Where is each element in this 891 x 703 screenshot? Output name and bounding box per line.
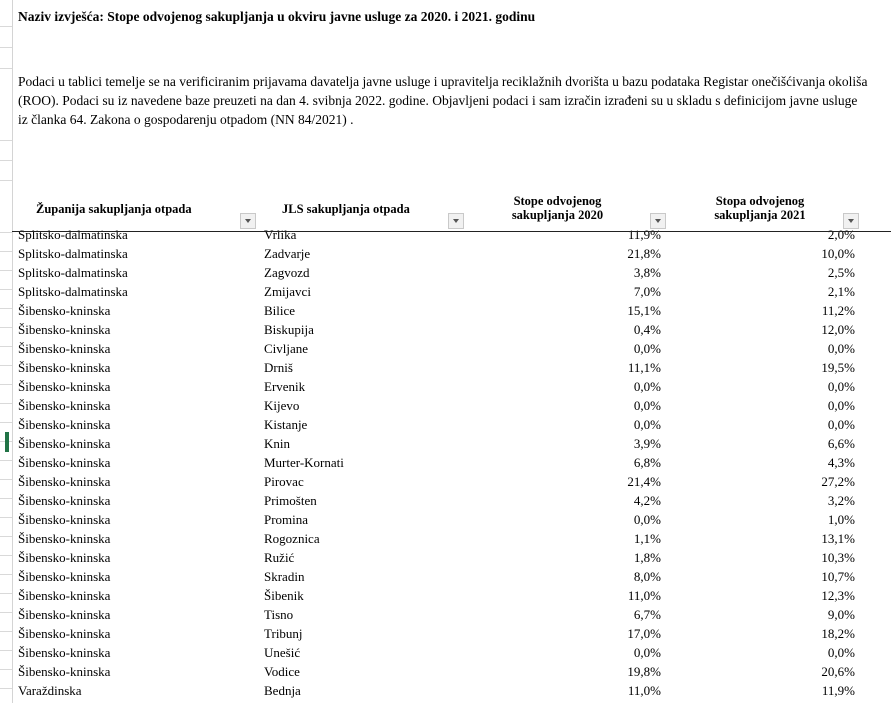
table-row[interactable] [0,377,891,396]
cell-zupanija[interactable]: Šibensko-kninska [18,436,111,451]
cell-zupanija[interactable]: Šibensko-kninska [18,341,111,356]
cell-stopa-2020[interactable]: 4,2% [633,493,661,508]
cell-stopa-2020[interactable]: 21,8% [627,246,661,261]
cell-stopa-2021[interactable]: 1,0% [827,512,855,527]
cell-stopa-2021[interactable]: 0,0% [827,417,855,432]
cell-stopa-2021[interactable]: 6,6% [827,436,855,451]
cell-stopa-2020[interactable]: 0,0% [633,379,661,394]
cell-zupanija[interactable]: Šibensko-kninska [18,645,111,660]
table-row[interactable] [0,434,891,453]
gutter-row-line [0,26,12,27]
table-row[interactable] [0,548,891,567]
cell-stopa-2021[interactable]: 3,2% [827,493,855,508]
cell-stopa-2020[interactable]: 0,0% [633,512,661,527]
cell-stopa-2020[interactable]: 8,0% [633,569,661,584]
table-row[interactable] [0,681,891,700]
table-row[interactable] [0,529,891,548]
table-row[interactable] [0,567,891,586]
cell-zupanija[interactable]: Šibensko-kninska [18,569,111,584]
cell-stopa-2021[interactable]: 10,7% [821,569,855,584]
cell-stopa-2021[interactable]: 10,3% [821,550,855,565]
cell-stopa-2021[interactable]: 2,5% [827,265,855,280]
cell-jls[interactable]: Ružić [264,550,295,565]
cell-stopa-2021[interactable]: 13,1% [821,531,855,546]
cell-zupanija[interactable]: Šibensko-kninska [18,493,111,508]
table-row[interactable] [0,643,891,662]
cell-stopa-2021[interactable]: 10,0% [821,246,855,261]
cell-stopa-2020[interactable]: 17,0% [627,626,661,641]
table-row[interactable] [0,301,891,320]
cell-stopa-2020[interactable]: 11,0% [627,683,661,698]
table-row[interactable] [0,320,891,339]
cell-stopa-2021[interactable]: 27,2% [821,474,855,489]
cell-stopa-2021[interactable]: 0,0% [827,379,855,394]
cell-stopa-2020[interactable]: 11,0% [627,588,661,603]
cell-jls[interactable]: Kijevo [264,398,300,413]
table-row[interactable] [0,358,891,377]
cell-jls[interactable]: Zagvozd [264,265,310,280]
cell-stopa-2021[interactable]: 12,3% [821,588,855,603]
cell-zupanija[interactable]: Šibensko-kninska [18,664,111,679]
cell-stopa-2021[interactable]: 0,0% [827,645,855,660]
table-row[interactable] [0,415,891,434]
cell-zupanija[interactable]: Šibensko-kninska [18,607,111,622]
gutter-row-line [0,160,12,161]
cell-stopa-2020[interactable]: 3,9% [633,436,661,451]
report-title: Naziv izvješća: Stope odvojenog sakupljanja u okviru javne usluge za 2020. i 2021. godinu [18,9,536,24]
cell-zupanija[interactable]: Šibensko-kninska [18,379,111,394]
data-table [0,225,891,703]
cell-zupanija[interactable]: Varaždinska [18,683,82,698]
cell-stopa-2021[interactable]: 20,6% [821,664,855,679]
cell-jls[interactable]: Murter-Kornati [264,455,344,470]
cell-stopa-2020[interactable]: 0,0% [633,645,661,660]
cell-stopa-2020[interactable]: 11,1% [627,360,661,375]
cell-jls[interactable]: Vrlika [264,227,297,242]
cell-zupanija[interactable]: Splitsko-dalmatinska [18,227,128,242]
cell-zupanija[interactable]: Šibensko-kninska [18,417,111,432]
cell-jls[interactable]: Zadvarje [264,246,311,261]
table-row[interactable] [0,586,891,605]
cell-stopa-2021[interactable]: 12,0% [821,322,855,337]
cell-zupanija[interactable]: Šibensko-kninska [18,322,111,337]
cell-stopa-2020[interactable]: 3,8% [633,265,661,280]
cell-jls[interactable]: Vodice [264,664,300,679]
cell-jls[interactable]: Šibenik [264,588,304,603]
cell-jls[interactable]: Bednja [264,683,301,698]
cell-zupanija[interactable]: Šibensko-kninska [18,626,111,641]
cell-jls[interactable]: Knin [264,436,290,451]
cell-stopa-2020[interactable]: 1,1% [633,531,661,546]
table-row[interactable] [0,244,891,263]
cell-zupanija[interactable]: Šibensko-kninska [18,474,111,489]
cell-stopa-2021[interactable]: 19,5% [821,360,855,375]
cell-stopa-2020[interactable]: 15,1% [627,303,661,318]
cell-zupanija[interactable]: Splitsko-dalmatinska [18,246,128,261]
table-row[interactable] [0,662,891,681]
cell-stopa-2021[interactable]: 2,1% [827,284,855,299]
cell-stopa-2021[interactable]: 2,0% [827,227,855,242]
gutter-row-line [0,68,12,69]
cell-jls[interactable]: Tribunj [264,626,303,641]
table-row[interactable] [0,453,891,472]
cell-zupanija[interactable]: Šibensko-kninska [18,550,111,565]
table-row[interactable] [0,339,891,358]
table-row[interactable] [0,624,891,643]
cell-stopa-2021[interactable]: 0,0% [827,341,855,356]
cell-jls[interactable]: Rogoznica [264,531,320,546]
gutter-row-line [0,47,12,48]
cell-stopa-2020[interactable]: 0,0% [633,417,661,432]
cell-zupanija[interactable]: Šibensko-kninska [18,588,111,603]
cell-jls[interactable]: Civljane [264,341,309,356]
cell-zupanija[interactable]: Šibensko-kninska [18,531,111,546]
cell-stopa-2020[interactable]: 7,0% [633,284,661,299]
column-header-stopa-2021[interactable]: Stopa odvojenog sakupljanja 2021 [714,194,806,222]
table-row[interactable] [0,491,891,510]
column-header-stopa-2020[interactable]: Stope odvojenog sakupljanja 2020 [511,194,604,222]
cell-zupanija[interactable]: Splitsko-dalmatinska [18,265,128,280]
table-row[interactable] [0,510,891,529]
cell-jls[interactable]: Skradin [264,569,305,584]
freeze-pane-divider [12,231,891,232]
cell-stopa-2021[interactable]: 18,2% [821,626,855,641]
column-header-jls[interactable]: JLS sakupljanja otpada [282,202,410,216]
report-description: Podaci u tablici temelje se na verificiranim prijavama davatelja javne usluge i upravitelja reciklažnih dvorišta u bazu podataka Registar onečišćivanja okoliša (ROO). Podaci su iz navedene baze preuzeti na dan 4. svibnja 2022. godine. Objavljeni podaci i sam izračin izrađeni su u skladu s definicijom javne usluge iz članka 64. Zakona o gospodarenju otpadom (NN 84/2021) . [18,74,868,127]
cell-zupanija[interactable]: Splitsko-dalmatinska [18,284,128,299]
cell-jls[interactable]: Bilice [264,303,296,318]
cell-zupanija[interactable]: Šibensko-kninska [18,303,111,318]
cell-jls[interactable]: Primošten [264,493,317,508]
cell-stopa-2021[interactable]: 0,0% [827,398,855,413]
cell-jls[interactable]: Drniš [264,360,293,375]
cell-jls[interactable]: Kistanje [264,417,308,432]
cell-jls[interactable]: Ervenik [264,379,306,394]
cell-jls[interactable]: Biskupija [264,322,314,337]
cell-zupanija[interactable]: Šibensko-kninska [18,455,111,470]
table-row[interactable] [0,263,891,282]
cell-stopa-2020[interactable]: 11,9% [627,227,661,242]
gutter-row-line [0,140,12,141]
cell-jls[interactable]: Unešić [264,645,301,660]
gutter-row-line [0,180,12,181]
cell-stopa-2020[interactable]: 0,0% [633,398,661,413]
cell-jls[interactable]: Pirovac [264,474,304,489]
table-row[interactable] [0,472,891,491]
table-row[interactable] [0,282,891,301]
cell-stopa-2020[interactable]: 6,7% [633,607,661,622]
cell-stopa-2020[interactable]: 6,8% [633,455,661,470]
cell-zupanija[interactable]: Šibensko-kninska [18,512,111,527]
cell-stopa-2021[interactable]: 4,3% [827,455,855,470]
cell-jls[interactable]: Tisno [264,607,294,622]
cell-stopa-2020[interactable]: 0,0% [633,341,661,356]
cell-stopa-2021[interactable]: 9,0% [827,607,855,622]
cell-stopa-2020[interactable]: 0,4% [633,322,661,337]
cell-stopa-2021[interactable]: 11,2% [821,303,855,318]
cell-zupanija[interactable]: Šibensko-kninska [18,398,111,413]
cell-jls[interactable]: Zmijavci [264,284,311,299]
table-row[interactable] [0,605,891,624]
column-header-zupanija[interactable]: Županija sakupljanja otpada [36,202,192,216]
cell-stopa-2021[interactable]: 11,9% [821,683,855,698]
cell-jls[interactable]: Promina [264,512,309,527]
cell-stopa-2020[interactable]: 1,8% [633,550,661,565]
cell-stopa-2020[interactable]: 21,4% [627,474,661,489]
cell-zupanija[interactable]: Šibensko-kninska [18,360,111,375]
table-row[interactable] [0,396,891,415]
table-row[interactable] [0,225,891,244]
cell-stopa-2020[interactable]: 19,8% [627,664,661,679]
